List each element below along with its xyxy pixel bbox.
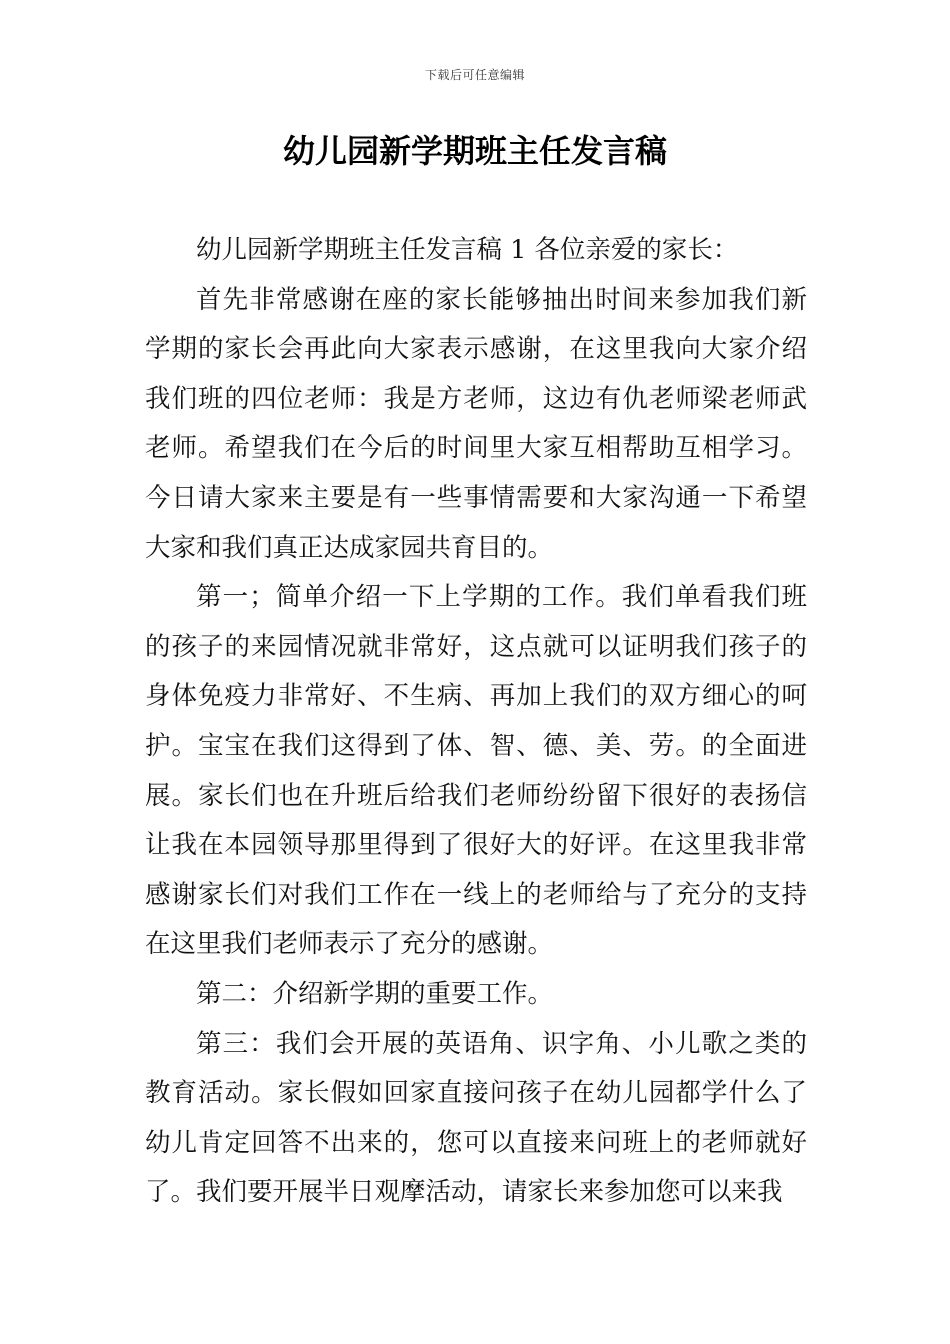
paragraph-introduction: 首先非常感谢在座的家长能够抽出时间来参加我们新学期的家长会再此向大家表示感谢，在这里我向大家介绍我们班的四位老师：我是方老师，这边有仇老师梁老师武老师。希望我们在今后的时间里大家互相帮助互相学习。今日请大家来主要是有一些事情需要和大家沟通一下希望大家和我们真正达成家园共育目的。 [145,284,807,563]
paragraph-third-point: 第三：我们会开展的英语角、识字角、小儿歌之类的教育活动。家长假如回家直接问孩子在幼儿园都学什么了幼儿肯定回答不出来的，您可以直接来问班上的老师就好了。我们要开展半日观摩活动，请家长来参加您可以来我 [145,1028,807,1208]
document-body [145,226,807,1218]
paragraph-second-point: 第二：介绍新学期的重要工作。 [196,978,554,1009]
document-title: 幼儿园新学期班主任发言稿 [282,132,667,170]
paragraph-first-point: 第一；简单介绍一下上学期的工作。我们单看我们班的孩子的来园情况就非常好，这点就可以证明我们孩子的身体免疫力非常好、不生病、再加上我们的双方细心的呵护。宝宝在我们这得到了体、智、德、美、劳。的全面进展。家长们也在升班后给我们老师纷纷留下很好的表扬信让我在本园领导那里得到了很好大的好评。在这里我非常感谢家长们对我们工作在一线上的老师给与了充分的支持在这里我们老师表示了充分的感谢。 [145,582,807,960]
header-note: 下载后可任意编辑 [424,68,525,82]
paragraph-greeting: 幼儿园新学期班主任发言稿 1 各位亲爱的家长： [196,235,739,265]
